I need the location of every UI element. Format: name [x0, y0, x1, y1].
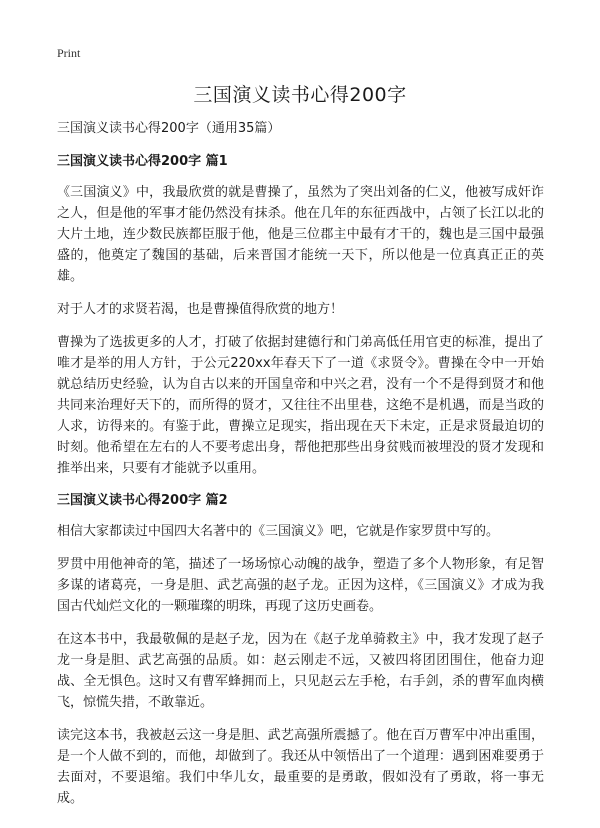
paragraph: 对于人才的求贤若渴，也是曹操值得欣赏的地方！	[57, 302, 344, 317]
paragraph: 读完这本书，我被赵云这一身是胆、武艺高强所震撼了。他在百万曹军中冲出重围，是一个人做不到的，而他，却做到了。我还从中领悟出了一个道理：遇到困难要勇于去面对，不要退缩。我们中华儿女，最重要的是勇敢，假如没有了勇敢，将一事无成。	[57, 728, 544, 806]
paragraph: 在这本书中，我最敬佩的是赵子龙，因为在《赵子龙单骑救主》中，我才发现了赵子龙一身是胆、武艺高强的品质。如：赵云刚走不远，又被四将团团围住，他奋力迎战、全无惧色。这时又有曹军蜂拥而上，只见赵云左手枪，右手剑，杀的曹军血肉横飞，惊慌失措，不敢靠近。	[57, 632, 544, 710]
article-body	[57, 119, 544, 821]
paragraph: 曹操为了选拔更多的人才，打破了依据封建德行和门弟高低任用官吏的标准，提出了唯才是举的用人方针，于公元220xx年春天下了一道《求贤令》。曹操在令中一开始就总结历史经验，认为自古以来的开国皇帝和中兴之君，没有一个不是得到贤才和他共同来治理好天下的，而所得的贤才，又往往不出里巷，这绝不是机遇，而是当政的人求，访得来的。有鉴于此，曹操立足现实，指出现在天下未定，正是求贤最迫切的时刻。他希望在左右的人不要考虑出身，帮他把那些出身贫贱而被埋没的贤才发现和推举出来，只要有才能就予以重用。	[57, 335, 544, 476]
section-heading: 三国演义读书心得200字 篇2	[57, 493, 228, 508]
section-2	[57, 491, 544, 809]
page-title: 三国演义读书心得200字	[193, 84, 407, 106]
paragraph: 罗贯中用他神奇的笔，描述了一场场惊心动魄的战争，塑造了多个人物形象，有足智多谋的诸葛亮，一身是胆、武艺高强的赵子龙。正因为这样，《三国演义》才成为我国古代灿烂文化的一颗璀璨的明珠，再现了这历史画卷。	[57, 557, 544, 614]
paragraph: 《三国演义》中，我最欣赏的就是曹操了，虽然为了突出刘备的仁义，他被写成奸诈之人，但是他的军事才能仍然没有抹杀。他在几年的东征西战中，占领了长江以北的大片土地，连少数民族都臣服于他，他是三位郡主中最有才干的，魏也是三国中最强盛的，他奠定了魏国的基础，后来晋国才能统一天下，所以他是一位真真正正的英雄。	[57, 185, 544, 284]
article-subtitle: 三国演义读书心得200字（通用35篇）	[57, 121, 281, 136]
paragraph: 相信大家都读过中国四大名著中的《三国演义》吧，它就是作家罗贯中写的。	[57, 524, 500, 539]
section-heading: 三国演义读书心得200字 篇1	[57, 154, 228, 169]
print-link[interactable]: Print	[57, 46, 81, 60]
section-1	[57, 152, 544, 479]
